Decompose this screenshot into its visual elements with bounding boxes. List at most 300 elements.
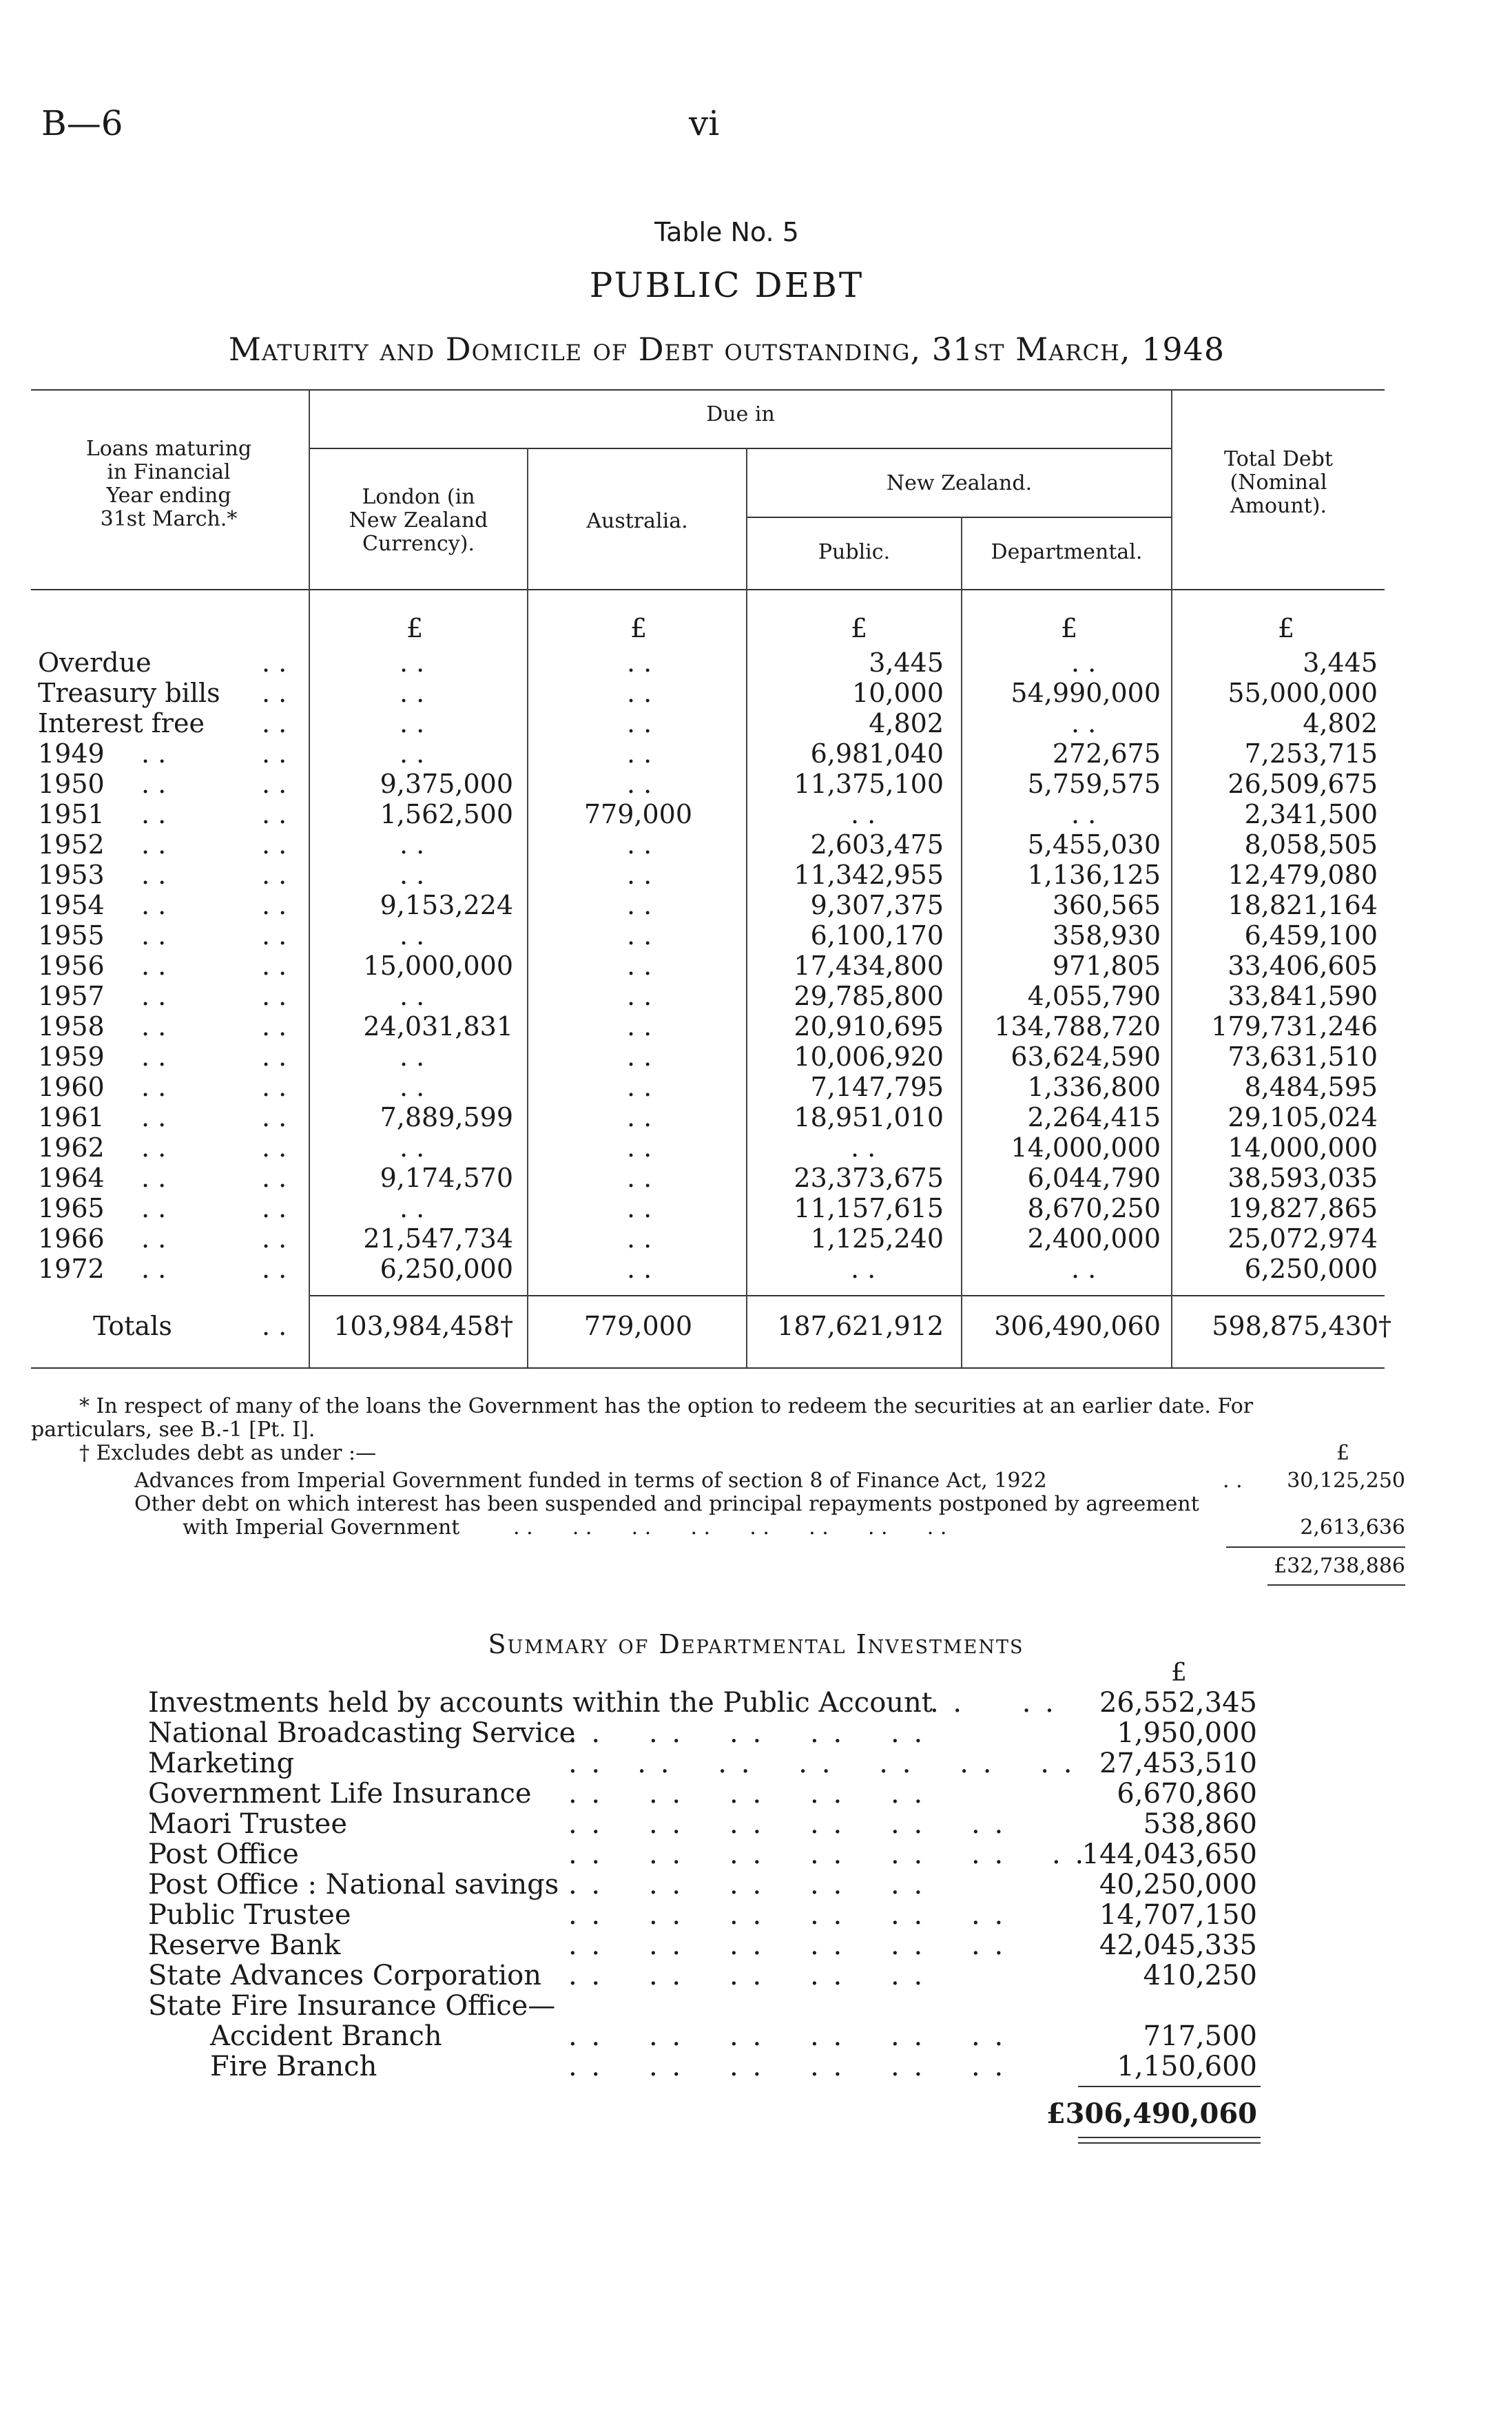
totals-public: 187,621,912 (777, 1311, 944, 1341)
summary-item-value: 717,500 (1143, 2020, 1257, 2052)
table-row (0, 890, 1512, 920)
table-row (0, 1132, 1512, 1163)
cell-london: . . (400, 860, 425, 890)
cell-australia: . . (627, 1011, 652, 1042)
cell-london: . . (400, 738, 425, 769)
table-top-rule (31, 389, 1385, 391)
cell-london: . . (400, 1132, 425, 1163)
cell-departmental: 54,990,000 (1011, 678, 1161, 708)
cell-departmental: 4,055,790 (1027, 981, 1161, 1011)
cell-london: . . (400, 1193, 425, 1223)
cell-australia: . . (627, 1102, 652, 1132)
row-label: 1960 (38, 1072, 105, 1102)
footnote-currency: £ (1336, 1441, 1350, 1465)
row-label: 1972 (38, 1254, 105, 1284)
cell-public: 2,603,475 (810, 829, 944, 860)
header-bottom-rule (31, 589, 1385, 590)
cell-london: . . (400, 829, 425, 860)
header-total (1172, 448, 1385, 518)
header-london (310, 486, 527, 556)
row-label: 1955 (38, 920, 105, 951)
summary-item (0, 1960, 1512, 1991)
table-row (0, 981, 1512, 1011)
cell-australia: . . (627, 829, 652, 860)
cell-departmental: 2,264,415 (1027, 1102, 1161, 1132)
summary-list (0, 1688, 1512, 2082)
row-label-dots: . . (262, 1254, 287, 1284)
cell-total: 25,072,974 (1228, 1223, 1378, 1254)
summary-item-dots: . . . . . . . . . . . . (568, 2051, 1006, 2082)
totals-total: 598,875,430† (1212, 1311, 1391, 1341)
header-london-line: Currency). (362, 532, 475, 556)
cell-public: 18,951,010 (794, 1102, 944, 1132)
summary-item-dots: . . . . . . . . . . . . . . (568, 1748, 1075, 1779)
cell-london: . . (400, 678, 425, 708)
cell-total: 38,593,035 (1228, 1163, 1378, 1193)
row-label-dots: . . (262, 648, 287, 678)
row-label: 1951 (38, 799, 105, 829)
summary-item (0, 2021, 1512, 2051)
cell-departmental: 360,565 (1052, 890, 1161, 920)
cell-public: 4,802 (869, 708, 944, 738)
summary-item-dots: . . . . . . . . . . . . (568, 2020, 1006, 2052)
summary-item-value: 410,250 (1143, 1960, 1257, 1991)
page-title: PUBLIC DEBT (589, 265, 864, 305)
cell-london: 7,889,599 (380, 1102, 513, 1132)
cell-public: 3,445 (869, 648, 944, 678)
table-row (0, 829, 1512, 860)
cell-australia: 779,000 (583, 799, 692, 829)
table-row (0, 648, 1512, 678)
summary-item-label: Post Office : National savings (148, 1869, 559, 1901)
row-label-dots: . . (262, 981, 287, 1011)
row-label-dots: . . (262, 829, 287, 860)
header-loans-line: Year ending (106, 484, 231, 508)
totals-dots: . . (262, 1311, 287, 1341)
row-label: 1952 (38, 829, 105, 860)
summary-item (0, 1748, 1512, 1779)
summary-item-value: 538,860 (1143, 1808, 1257, 1840)
cell-total: 73,631,510 (1228, 1042, 1378, 1072)
cell-departmental: 971,805 (1052, 951, 1161, 981)
cell-australia: . . (627, 738, 652, 769)
summary-item-value: 1,150,600 (1117, 2051, 1257, 2082)
totals-australia: 779,000 (583, 1311, 692, 1341)
totals-top-rule (310, 1295, 1385, 1296)
footnote-star-line2: particulars, see B.-1 [Pt. I]. (31, 1418, 315, 1442)
cell-australia: . . (627, 981, 652, 1011)
header-public: Public. (818, 540, 891, 564)
summary-title: Summary of Departmental Investments (488, 1629, 1024, 1659)
summary-item-dots: . . . . . . . . . . . . . . (568, 1839, 1087, 1870)
cell-total: 3,445 (1303, 648, 1378, 678)
cell-total: 4,802 (1303, 708, 1378, 738)
summary-item-dots: . . . . . . . . . . . . (568, 1899, 1006, 1931)
cell-public: 20,910,695 (794, 1011, 944, 1042)
summary-total-rule (1078, 2086, 1261, 2087)
row-label: Overdue (38, 648, 152, 678)
footnote-dagger: † Excludes debt as under :— (79, 1441, 377, 1465)
cell-australia: . . (627, 1193, 652, 1223)
cell-london: . . (400, 981, 425, 1011)
cell-public: 10,000 (852, 678, 944, 708)
summary-item-label: National Broadcasting Service (148, 1717, 576, 1749)
row-label: 1964 (38, 1163, 105, 1193)
summary-item-value: 40,250,000 (1099, 1869, 1257, 1901)
cell-public: 11,342,955 (794, 860, 944, 890)
totals-london: 103,984,458† (333, 1311, 513, 1341)
cell-total: 14,000,000 (1228, 1132, 1378, 1163)
row-label: 1959 (38, 1042, 105, 1072)
row-year-dots: . . (141, 1223, 167, 1254)
cell-departmental: 134,788,720 (994, 1011, 1161, 1042)
row-label: 1957 (38, 981, 105, 1011)
row-year-dots: . . (141, 799, 167, 829)
row-label-dots: . . (262, 738, 287, 769)
cell-australia: . . (627, 1254, 652, 1284)
new-zealand-rule (747, 517, 1171, 518)
row-label-dots: . . (262, 708, 287, 738)
cell-london: 21,547,734 (363, 1223, 513, 1254)
currency-london: £ (406, 613, 424, 643)
summary-item (0, 1900, 1512, 1930)
table-row (0, 951, 1512, 981)
row-label: 1950 (38, 769, 105, 799)
summary-item-dots: . . . . . . . . . . (568, 1869, 926, 1901)
row-year-dots: . . (141, 860, 167, 890)
cell-total: 33,841,590 (1228, 981, 1378, 1011)
cell-total: 179,731,246 (1211, 1011, 1378, 1042)
footnote-other-dots: . . . . . . . . . . . . . . . . (513, 1515, 947, 1540)
cell-london: 6,250,000 (380, 1254, 513, 1284)
summary-item-value: 42,045,335 (1099, 1929, 1257, 1961)
table-row (0, 1254, 1512, 1284)
cell-public: . . (851, 1132, 876, 1163)
totals-bottom-rule (31, 1367, 1385, 1369)
cell-total: 6,459,100 (1244, 920, 1378, 951)
header-total-line: Total Debt (1224, 447, 1333, 471)
footnote-star-line1: * In respect of many of the loans the Government has the option to redeem the securities at an earlier date. For (79, 1394, 1254, 1418)
cell-australia: . . (627, 769, 652, 799)
row-year-dots: . . (141, 1193, 167, 1223)
summary-item-value: 26,552,345 (1099, 1687, 1257, 1719)
footnote-advances-label: Advances from Imperial Government funded in terms of section 8 of Finance Act, 1922 (134, 1469, 1047, 1493)
header-departmental: Departmental. (991, 540, 1143, 564)
table-body (0, 648, 1512, 1284)
summary-item-dots: . . . . . . . . . . (568, 1717, 926, 1749)
cell-public: 11,375,100 (794, 769, 944, 799)
cell-australia: . . (627, 648, 652, 678)
currency-departmental: £ (1061, 613, 1078, 643)
table-row (0, 738, 1512, 769)
cell-departmental: 14,000,000 (1011, 1132, 1161, 1163)
row-year-dots: . . (141, 1254, 167, 1284)
row-label-dots: . . (262, 1132, 287, 1163)
cell-total: 12,479,080 (1228, 860, 1378, 890)
due-in-rule (310, 448, 1171, 449)
cell-departmental: 6,044,790 (1027, 1163, 1161, 1193)
summary-item (0, 1718, 1512, 1748)
row-label-dots: . . (262, 1072, 287, 1102)
header-london-line: London (in (362, 485, 475, 509)
cell-total: 29,105,024 (1228, 1102, 1378, 1132)
row-label-dots: . . (262, 860, 287, 890)
header-total-line: Amount). (1230, 494, 1327, 518)
row-year-dots: . . (141, 890, 167, 920)
cell-total: 33,406,605 (1228, 951, 1378, 981)
cell-departmental: . . (1071, 799, 1097, 829)
footnote-advances-dots: . . (1223, 1469, 1243, 1493)
cell-london: 24,031,831 (363, 1011, 513, 1042)
currency-total: £ (1278, 613, 1295, 643)
table-row (0, 1072, 1512, 1102)
row-label: 1961 (38, 1102, 105, 1132)
summary-item (0, 1779, 1512, 1809)
row-year-dots: . . (141, 1132, 167, 1163)
cell-departmental: 5,759,575 (1027, 769, 1161, 799)
header-loans-line: in Financial (107, 460, 231, 484)
cell-london: 15,000,000 (363, 951, 513, 981)
row-label: 1965 (38, 1193, 105, 1223)
summary-item (0, 2051, 1512, 2082)
cell-public: 6,100,170 (810, 920, 944, 951)
cell-departmental: 2,400,000 (1027, 1223, 1161, 1254)
summary-item-dots: . . . . . . . . . . (568, 1778, 926, 1810)
cell-australia: . . (627, 1042, 652, 1072)
cell-departmental: 1,336,800 (1027, 1072, 1161, 1102)
row-label-dots: . . (262, 678, 287, 708)
summary-item-value: 6,670,860 (1117, 1778, 1257, 1810)
cell-london: 9,174,570 (380, 1163, 513, 1193)
table-row (0, 1163, 1512, 1193)
totals-row (0, 1309, 1512, 1343)
header-due-in: Due in (706, 402, 775, 426)
cell-departmental: 1,136,125 (1027, 860, 1161, 890)
summary-item (0, 1839, 1512, 1870)
totals-label: Totals (93, 1311, 172, 1341)
cell-departmental: . . (1071, 708, 1097, 738)
table-row (0, 1011, 1512, 1042)
cell-total: 8,058,505 (1244, 829, 1378, 860)
row-label-dots: . . (262, 1223, 287, 1254)
row-year-dots: . . (141, 829, 167, 860)
row-label-dots: . . (262, 1102, 287, 1132)
row-year-dots: . . (141, 1102, 167, 1132)
header-loans-line: Loans maturing (85, 437, 252, 461)
row-year-dots: . . (141, 738, 167, 769)
cell-departmental: . . (1071, 648, 1097, 678)
header-australia: Australia. (586, 509, 688, 533)
summary-item-label: Maori Trustee (148, 1808, 348, 1840)
row-label-dots: . . (262, 920, 287, 951)
summary-item (0, 1688, 1512, 1718)
cell-london: 9,375,000 (380, 769, 513, 799)
row-label-dots: . . (262, 799, 287, 829)
row-year-dots: . . (141, 1163, 167, 1193)
header-new-zealand: New Zealand. (886, 471, 1033, 495)
table-row (0, 769, 1512, 799)
cell-australia: . . (627, 1132, 652, 1163)
row-year-dots: . . (141, 1011, 167, 1042)
currency-australia: £ (630, 613, 648, 643)
cell-departmental: . . (1071, 1254, 1097, 1284)
cell-london: . . (400, 920, 425, 951)
summary-item-label: State Fire Insurance Office— (148, 1990, 556, 2022)
summary-item (0, 1809, 1512, 1839)
cell-public: 23,373,675 (794, 1163, 944, 1193)
cell-total: 6,250,000 (1244, 1254, 1378, 1284)
cell-departmental: 8,670,250 (1027, 1193, 1161, 1223)
table-row (0, 860, 1512, 890)
row-label: Interest free (38, 708, 205, 738)
totals-departmental: 306,490,060 (994, 1311, 1161, 1341)
cell-london: . . (400, 1072, 425, 1102)
table-row (0, 920, 1512, 951)
table-subtitle: Maturity and Domicile of Debt outstanding, 31st March, 1948 (228, 331, 1225, 368)
currency-public: £ (851, 613, 868, 643)
table-row (0, 708, 1512, 738)
row-label: 1966 (38, 1223, 105, 1254)
summary-item-dots: . . . . . . . . . . . . (568, 1929, 1006, 1961)
table-row (0, 799, 1512, 829)
cell-public: 1,125,240 (810, 1223, 944, 1254)
summary-item (0, 1870, 1512, 1900)
summary-item-value: 1,950,000 (1117, 1717, 1257, 1749)
cell-public: . . (851, 1254, 876, 1284)
cell-london: . . (400, 708, 425, 738)
summary-item-label: State Advances Corporation (148, 1960, 541, 1991)
cell-public: 7,147,795 (810, 1072, 944, 1102)
row-label: 1953 (38, 860, 105, 890)
row-year-dots: . . (141, 920, 167, 951)
row-label-dots: . . (262, 1042, 287, 1072)
table-row (0, 1042, 1512, 1072)
currency-row (0, 613, 1512, 643)
page-code: B—6 (41, 103, 123, 143)
page-number: vi (689, 103, 720, 143)
footnote-other-value: 2,613,636 (1300, 1515, 1405, 1540)
summary-item-value: 144,043,650 (1081, 1839, 1257, 1870)
summary-item-label: Public Trustee (148, 1899, 351, 1931)
table-row (0, 1223, 1512, 1254)
cell-public: 6,981,040 (810, 738, 944, 769)
row-label: 1958 (38, 1011, 105, 1042)
summary-item-dots: . . . . . . . . . . . . (568, 1808, 1006, 1840)
summary-total: £306,490,060 (1046, 2098, 1257, 2130)
footnote-other-line2: with Imperial Government (183, 1515, 460, 1540)
row-label-dots: . . (262, 951, 287, 981)
row-year-dots: . . (141, 981, 167, 1011)
footnote-other-line1: Other debt on which interest has been suspended and principal repayments postponed by agreement (134, 1492, 1199, 1516)
row-label-dots: . . (262, 1163, 287, 1193)
summary-item-dots: . . . . (930, 1687, 1057, 1719)
cell-london: . . (400, 648, 425, 678)
summary-item-dots: . . . . . . . . . . (568, 1960, 926, 1991)
cell-departmental: 272,675 (1052, 738, 1161, 769)
cell-total: 8,484,595 (1244, 1072, 1378, 1102)
footnote-advances-value: 30,125,250 (1287, 1469, 1405, 1493)
table-row (0, 1193, 1512, 1223)
summary-item (0, 1991, 1512, 2021)
cell-total: 26,509,675 (1228, 769, 1378, 799)
cell-total: 18,821,164 (1228, 890, 1378, 920)
cell-total: 19,827,865 (1228, 1193, 1378, 1223)
row-year-dots: . . (141, 1042, 167, 1072)
summary-item-label: Government Life Insurance (148, 1778, 532, 1810)
summary-item-label: Reserve Bank (148, 1929, 341, 1961)
cell-australia: . . (627, 678, 652, 708)
cell-total: 7,253,715 (1244, 738, 1378, 769)
cell-australia: . . (627, 890, 652, 920)
summary-item-label: Marketing (148, 1748, 295, 1779)
row-year-dots: . . (141, 1072, 167, 1102)
cell-public: 11,157,615 (794, 1193, 944, 1223)
cell-public: 10,006,920 (794, 1042, 944, 1072)
table-row (0, 678, 1512, 708)
cell-public: 9,307,375 (810, 890, 944, 920)
row-label: 1954 (38, 890, 105, 920)
footnote-total-underline (1267, 1584, 1405, 1586)
row-label-dots: . . (262, 1193, 287, 1223)
cell-australia: . . (627, 1163, 652, 1193)
header-loans (31, 437, 307, 531)
summary-currency: £ (1171, 1659, 1187, 1687)
row-year-dots: . . (141, 951, 167, 981)
cell-australia: . . (627, 1072, 652, 1102)
table-number: Table No. 5 (654, 217, 799, 247)
row-label-dots: . . (262, 1011, 287, 1042)
cell-departmental: 358,930 (1052, 920, 1161, 951)
cell-australia: . . (627, 860, 652, 890)
cell-public: 17,434,800 (794, 951, 944, 981)
row-label: 1962 (38, 1132, 105, 1163)
cell-departmental: 63,624,590 (1011, 1042, 1161, 1072)
cell-australia: . . (627, 708, 652, 738)
cell-australia: . . (627, 920, 652, 951)
header-loans-line: 31st March.* (100, 507, 238, 531)
summary-item-label: Post Office (148, 1839, 299, 1870)
row-label: 1949 (38, 738, 105, 769)
summary-item-value: 27,453,510 (1099, 1748, 1257, 1779)
summary-total-underline-1 (1078, 2137, 1261, 2138)
cell-total: 2,341,500 (1244, 799, 1378, 829)
cell-public: . . (851, 799, 876, 829)
summary-item-label: Fire Branch (210, 2051, 377, 2082)
row-label: 1956 (38, 951, 105, 981)
summary-item-label: Investments held by accounts within the Public Account (148, 1687, 933, 1719)
cell-london: . . (400, 1042, 425, 1072)
table-row (0, 1102, 1512, 1132)
footnote-total: £32,738,886 (1274, 1554, 1405, 1578)
row-year-dots: . . (141, 769, 167, 799)
cell-london: 9,153,224 (380, 890, 513, 920)
header-total-line: (Nominal (1230, 470, 1327, 495)
summary-item-label: Accident Branch (210, 2020, 442, 2052)
cell-total: 55,000,000 (1228, 678, 1378, 708)
row-label-dots: . . (262, 769, 287, 799)
summary-total-underline-2 (1078, 2142, 1261, 2144)
cell-departmental: 5,455,030 (1027, 829, 1161, 860)
summary-item-value: 14,707,150 (1099, 1899, 1257, 1931)
summary-item (0, 1930, 1512, 1960)
row-label-dots: . . (262, 890, 287, 920)
cell-london: 1,562,500 (380, 799, 513, 829)
row-label: Treasury bills (38, 678, 220, 708)
header-london-line: New Zealand (349, 508, 488, 532)
footnote-total-rule (1226, 1546, 1405, 1548)
cell-public: 29,785,800 (794, 981, 944, 1011)
cell-australia: . . (627, 1223, 652, 1254)
